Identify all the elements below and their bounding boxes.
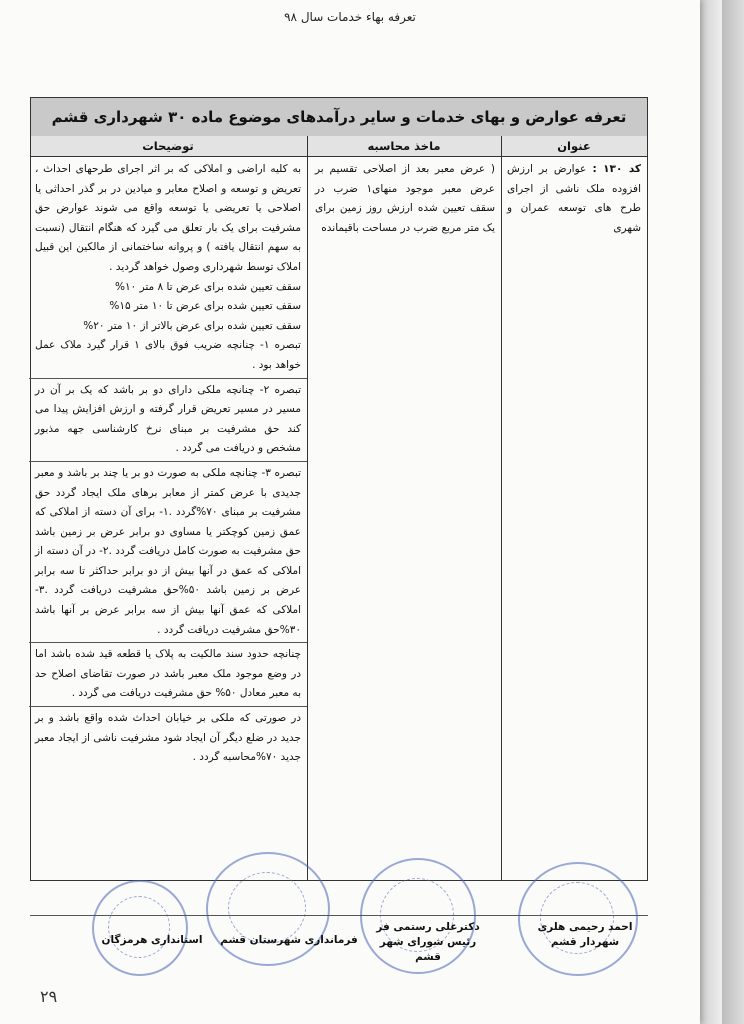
signature-mayor bbox=[530, 920, 640, 950]
header-makhaz: ماخذ محاسبه bbox=[367, 139, 441, 153]
explanation-paragraph: به کلیه اراضی و املاکی که بر اثر اجرای طرحهای احداث ، تعریض و توسعه و اصلاح معابر و میادین در بر گذر احداثی یا اصلاحی یا تعریضی یا توسعه واقع می شوند عوارض حق مشرفیت برای یک بار تعلق می گیرد که هنگام انتقال (نسبت به سهم انتقال یافته ) و پروانه ساختمانی از مالکین این قبیل املاک توسط شهرداری وصول خواهد گردید . bbox=[35, 163, 301, 273]
footer-divider bbox=[30, 915, 648, 916]
paragraph-divider bbox=[29, 706, 307, 707]
column-divider bbox=[307, 136, 308, 880]
page-edge bbox=[700, 0, 722, 1024]
seal-stamp bbox=[206, 852, 330, 966]
explanation-paragraph: سقف تعیین شده برای عرض تا ۸ متر ۱۰% bbox=[114, 280, 301, 293]
cell-onvan bbox=[507, 160, 641, 238]
explanation-paragraph: سقف تعیین شده برای عرض بالاتر از ۱۰ متر ۲۰% bbox=[83, 319, 301, 332]
seal-stamp bbox=[92, 880, 188, 976]
signer-role: شهردار قشم bbox=[550, 936, 620, 948]
paragraph-divider bbox=[29, 461, 307, 462]
signer-name: دکترعلی رستمی فر bbox=[376, 921, 480, 933]
explanation-paragraph: سقف تعیین شده برای عرض تا ۱۰ متر ۱۵% bbox=[109, 300, 301, 313]
signature-council bbox=[368, 920, 488, 965]
signer-name: احمد رحیمی هلری bbox=[537, 921, 633, 933]
page-header: تعرفه بهاء خدمات سال ۹۸ bbox=[284, 10, 416, 24]
signature-province bbox=[92, 933, 212, 948]
table-title: تعرفه عوارض و بهای خدمات و سایر درآمدهای موضوع ماده ۳۰ شهرداری قشم bbox=[51, 108, 627, 126]
cell-makhaz: ( عرض معبر بعد از اصلاحی تقسیم بر عرض معبر موجود منهای۱ ضرب در سقف تعیین شده ارزش روز زمین برای یک متر مربع ضرب در مساحت باقیمانده bbox=[315, 163, 496, 234]
signer-role: فرمانداری شهرستان قشم bbox=[220, 934, 358, 946]
table-title-row bbox=[31, 98, 647, 137]
cell-tozihat bbox=[35, 160, 301, 768]
explanation-paragraph: تبصره ۲- چنانچه ملکی دارای دو بر باشد که یک بر آن در مسیر در مسیر تعریض قرار گرفته و ارزش افزایش پیدا می کند حق مشرفیت بر مبنای نرخ کارشناسی جهه مذبور مشخص و دریافت می گردد . bbox=[35, 383, 301, 455]
explanation-paragraph: تبصره ۱- چنانچه ضریب فوق بالای ۱ قرار گیرد ملاک عمل خواهد بود . bbox=[35, 339, 301, 371]
paragraph-divider bbox=[29, 378, 307, 379]
paragraph-divider bbox=[29, 642, 307, 643]
page-edge bbox=[722, 0, 744, 1024]
seal-stamp bbox=[518, 862, 638, 976]
tariff-title: عوارض بر ارزش افزوده ملک ناشی از اجرای طرح های توسعه عمران و شهری bbox=[507, 163, 641, 234]
signer-role: رئیس شورای شهر قشم bbox=[379, 936, 477, 963]
signature-governorate bbox=[214, 933, 364, 948]
table-header-row bbox=[31, 136, 647, 157]
page-number: ۲۹ bbox=[40, 987, 58, 1006]
column-divider bbox=[501, 136, 502, 880]
explanation-paragraph: در صورتی که ملکی بر خیابان احداث شده واقع باشد و بر جدید در ضلع دیگر آن ایجاد شود مشرفیت ناشی از ایجاد معبر جدید ۷۰%محاسبه گردد . bbox=[35, 712, 301, 764]
tariff-table bbox=[30, 97, 648, 881]
explanation-paragraph: تبصره ۳- چنانچه ملکی به صورت دو بر یا چند بر باشد و معبر جدیدی با عرض کمتر از معابر برهای ملک ایجاد گردد حق مشرفیت بر مبنای ۷۰%گردد .۱- برای آن دسته از املاکی که عمق زمین کوچکتر یا مساوی دو برابر عرض بر زمین باشد حق مشرفیت به صورت کامل دریافت گردد .۲- در آن دسته از املاکی که عمق در آنها بیش از دو برابر حداکثر تا سه برابر عرض بر زمین باشد ۵۰%حق مشرفیت دریافت گردد .۳- املاکی که عمق آنها بیش از سه برابر عرض بر آنها باشد ۳۰%حق مشرفیت دریافت گردد . bbox=[35, 466, 302, 636]
header-tozihat: توضیحات bbox=[142, 139, 194, 153]
header-onvan: عنوان bbox=[557, 139, 591, 153]
explanation-paragraph: چنانچه حدود سند مالکیت به پلاک یا قطعه قید شده باشد اما در وضع موجود ملک معبر باشد در صورت تقاضای اصلاح حد به معبر معادل ۵۰% حق مشرفیت دریافت می گردد . bbox=[35, 648, 301, 700]
tariff-code: کد ۱۳۰ : bbox=[592, 163, 642, 175]
signer-role: استانداری هرمزگان bbox=[101, 934, 203, 946]
